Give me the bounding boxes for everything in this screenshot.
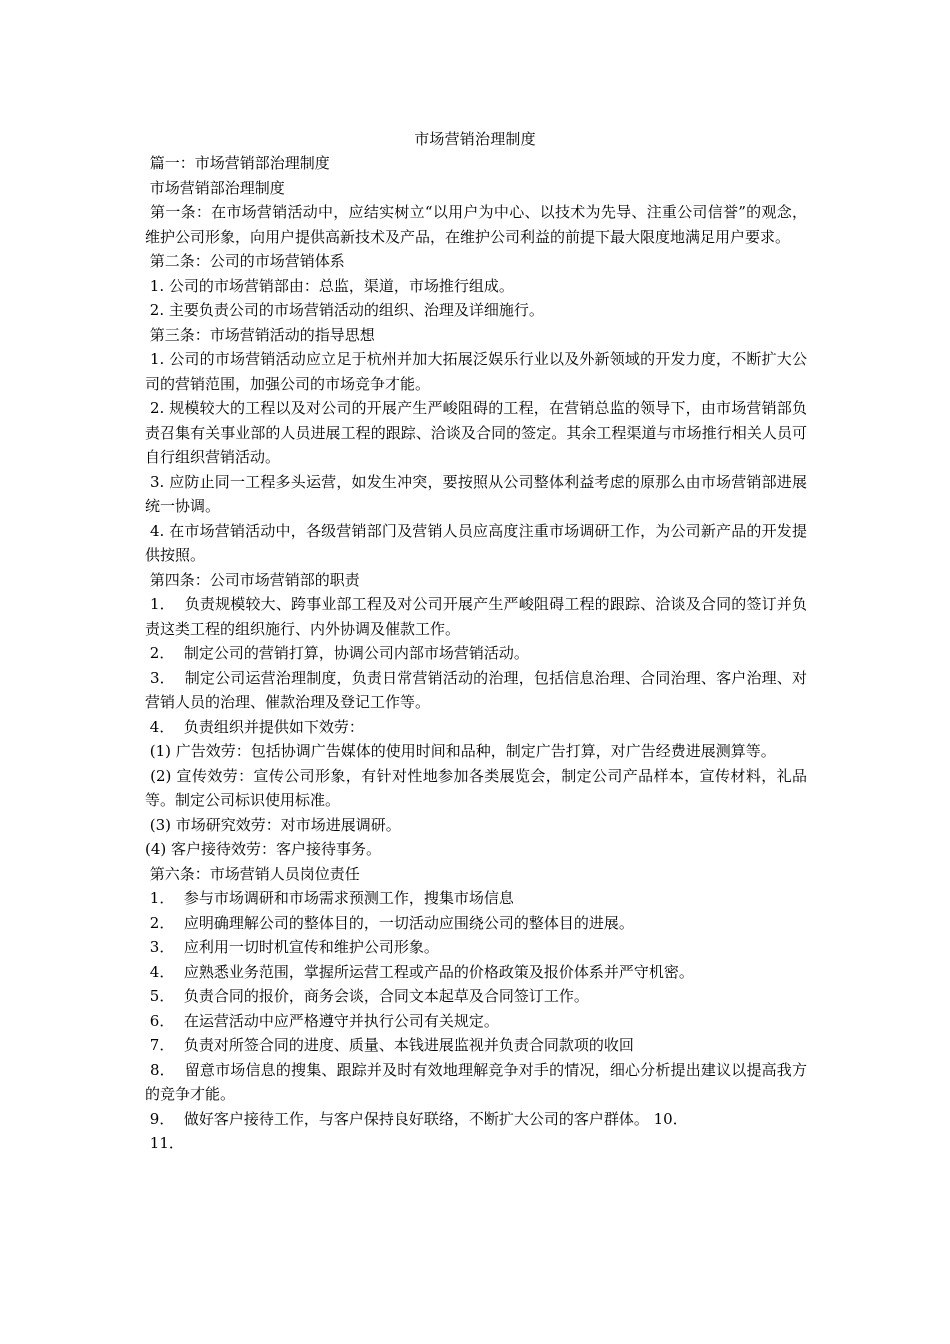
paragraph: 1. 公司的市场营销活动应立足于杭州并加大拓展泛娱乐行业以及外新领域的开发力度，不断扩大公司的营销范围，加强公司的市场竞争才能。 [145, 350, 807, 393]
document-body [145, 151, 807, 1156]
paragraph: 第一条：在市场营销活动中，应结实树立“以用户为中心、以技术为先导、注重公司信誉”的观念，维护公司形象，向用户提供高新技术及产品，在维护公司利益的前提下最大限度地满足用户要求。 [145, 203, 807, 246]
paragraph: 1． 参与市场调研和市场需求预测工作，搜集市场信息 [145, 889, 514, 907]
paragraph: 第四条：公司市场营销部的职责 [145, 570, 360, 589]
paragraph: 9． 做好客户接待工作，与客户保持良好联络，不断扩大公司的客户群体。 10． [145, 1109, 688, 1128]
paragraph: 2. 主要负责公司的市场营销活动的组织、治理及详细施行。 [145, 301, 544, 319]
paragraph: 第二条：公司的市场营销体系 [145, 252, 345, 270]
paragraph: (2) 宣传效劳：宣传公司形象，有针对性地参加各类展览会，制定公司产品样本，宣传材料，礼品等。制定公司标识使用标准。 [145, 766, 807, 809]
paragraph: 7． 负责对所签合同的进度、质量、本钱进展监视并负责合同款项的收回 [145, 1036, 634, 1054]
paragraph: 市场营销部治理制度 [145, 178, 285, 197]
paragraph: 4. 在市场营销活动中，各级营销部门及营销人员应高度注重市场调研工作，为公司新产品的开发提供按照。 [145, 521, 807, 564]
paragraph: 4． 应熟悉业务范围，掌握所运营工程或产品的价格政策及报价体系并严守机密。 [145, 962, 694, 981]
paragraph: 3． 应利用一切时机宣传和维护公司形象。 [145, 938, 439, 956]
document-title: 市场营销治理制度 [414, 130, 536, 148]
paragraph: 第六条：市场营销人员岗位责任 [145, 864, 360, 883]
paragraph: 2． 制定公司的营销打算，协调公司内部市场营销活动。 [145, 644, 529, 662]
paragraph: 6． 在运营活动中应严格遵守并执行公司有关规定。 [145, 1011, 499, 1030]
paragraph: (1) 广告效劳：包括协调广告媒体的使用时间和品种，制定广告打算，对广告经费进展测算等。 [145, 742, 776, 760]
paragraph: (4) 客户接待效劳：客户接待事务。 [145, 840, 382, 858]
paragraph: 3. 应防止同一工程多头运营，如发生冲突，要按照从公司整体利益考虑的原那么由市场营销部进展统一协调。 [145, 472, 807, 515]
paragraph: 第三条：市场营销活动的指导思想 [145, 325, 375, 344]
paragraph: 11． [145, 1134, 184, 1152]
paragraph: 3． 制定公司运营治理制度，负责日常营销活动的治理，包括信息治理、合同治理、客户治理、对营销人员的治理、催款治理及登记工作等。 [145, 668, 807, 711]
paragraph: 1． 负责规模较大、跨事业部工程及对公司开展产生严峻阻碍工程的跟踪、洽谈及合同的签订并负责这类工程的组织施行、内外协调及催款工作。 [145, 595, 807, 638]
paragraph: 篇一：市场营销部治理制度 [145, 154, 330, 172]
paragraph: 1. 公司的市场营销部由：总监，渠道，市场推行组成。 [145, 276, 514, 295]
paragraph: 8． 留意市场信息的搜集、跟踪并及时有效地理解竞争对手的情况，细心分析提出建议以提高我方的竞争才能。 [145, 1060, 807, 1103]
paragraph: 4． 负责组织并提供如下效劳： [145, 717, 364, 736]
paragraph: 2． 应明确理解公司的整体目的，一切活动应围绕公司的整体目的进展。 [145, 913, 634, 932]
paragraph: (3) 市场研究效劳：对市场进展调研。 [145, 815, 401, 834]
paragraph: 5． 负责合同的报价，商务会谈，合同文本起草及合同签订工作。 [145, 987, 589, 1005]
paragraph: 2. 规模较大的工程以及对公司的开展产生严峻阻碍的工程，在营销总监的领导下，由市场营销部负责召集有关事业部的人员进展工程的跟踪、洽谈及合同的签定。其余工程渠道与市场推行相关人员可自行组织营销活动。 [145, 399, 807, 466]
